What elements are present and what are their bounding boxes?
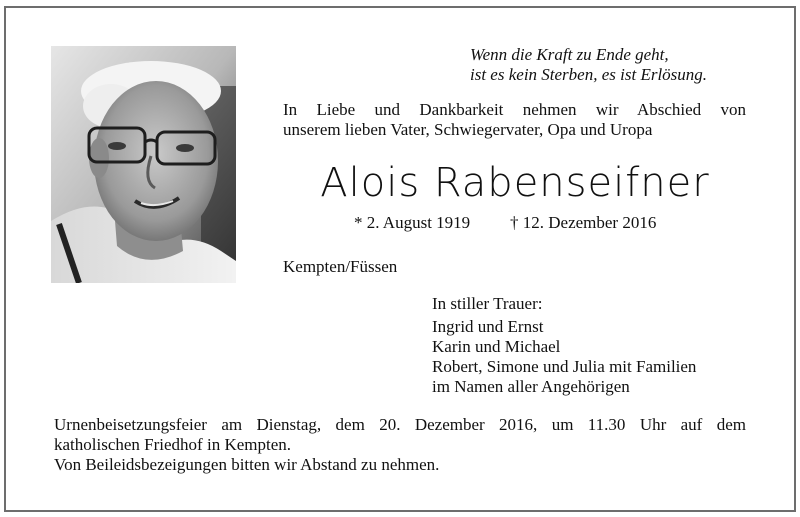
condolence-note: Von Beileidsbezeigungen bitten wir Abstand zu nehmen.: [54, 455, 440, 474]
mourner-line: Karin und Michael: [432, 337, 561, 356]
mourners-heading: In stiller Trauer:: [432, 294, 543, 313]
deceased-name: Alois Rabenseifner: [320, 160, 710, 206]
mourner-line: Ingrid und Ernst: [432, 317, 544, 336]
portrait-photo: [51, 46, 236, 283]
motto-line-1: Wenn die Kraft zu Ende geht,: [470, 45, 669, 64]
service-line-2: katholischen Friedhof in Kempten.: [54, 435, 292, 454]
intro-line-2: unserem lieben Vater, Schwiegervater, Opa und Uropa: [283, 120, 653, 139]
birth-date: * 2. August 1919: [354, 213, 471, 232]
mourner-line: Robert, Simone und Julia mit Familien: [432, 357, 697, 376]
death-date: † 12. Dezember 2016: [510, 213, 657, 232]
mourner-line: im Namen aller Angehörigen: [432, 377, 630, 396]
place-of-residence: Kempten/Füssen: [283, 257, 398, 276]
service-line-1: Urnenbeisetzungsfeier am Dienstag, dem 20. Dezember 2016, um 11.30 Uhr auf dem: [54, 415, 746, 434]
intro-line-1: In Liebe und Dankbarkeit nehmen wir Abschied von: [283, 100, 746, 119]
motto-line-2: ist es kein Sterben, es ist Erlösung.: [470, 65, 708, 84]
